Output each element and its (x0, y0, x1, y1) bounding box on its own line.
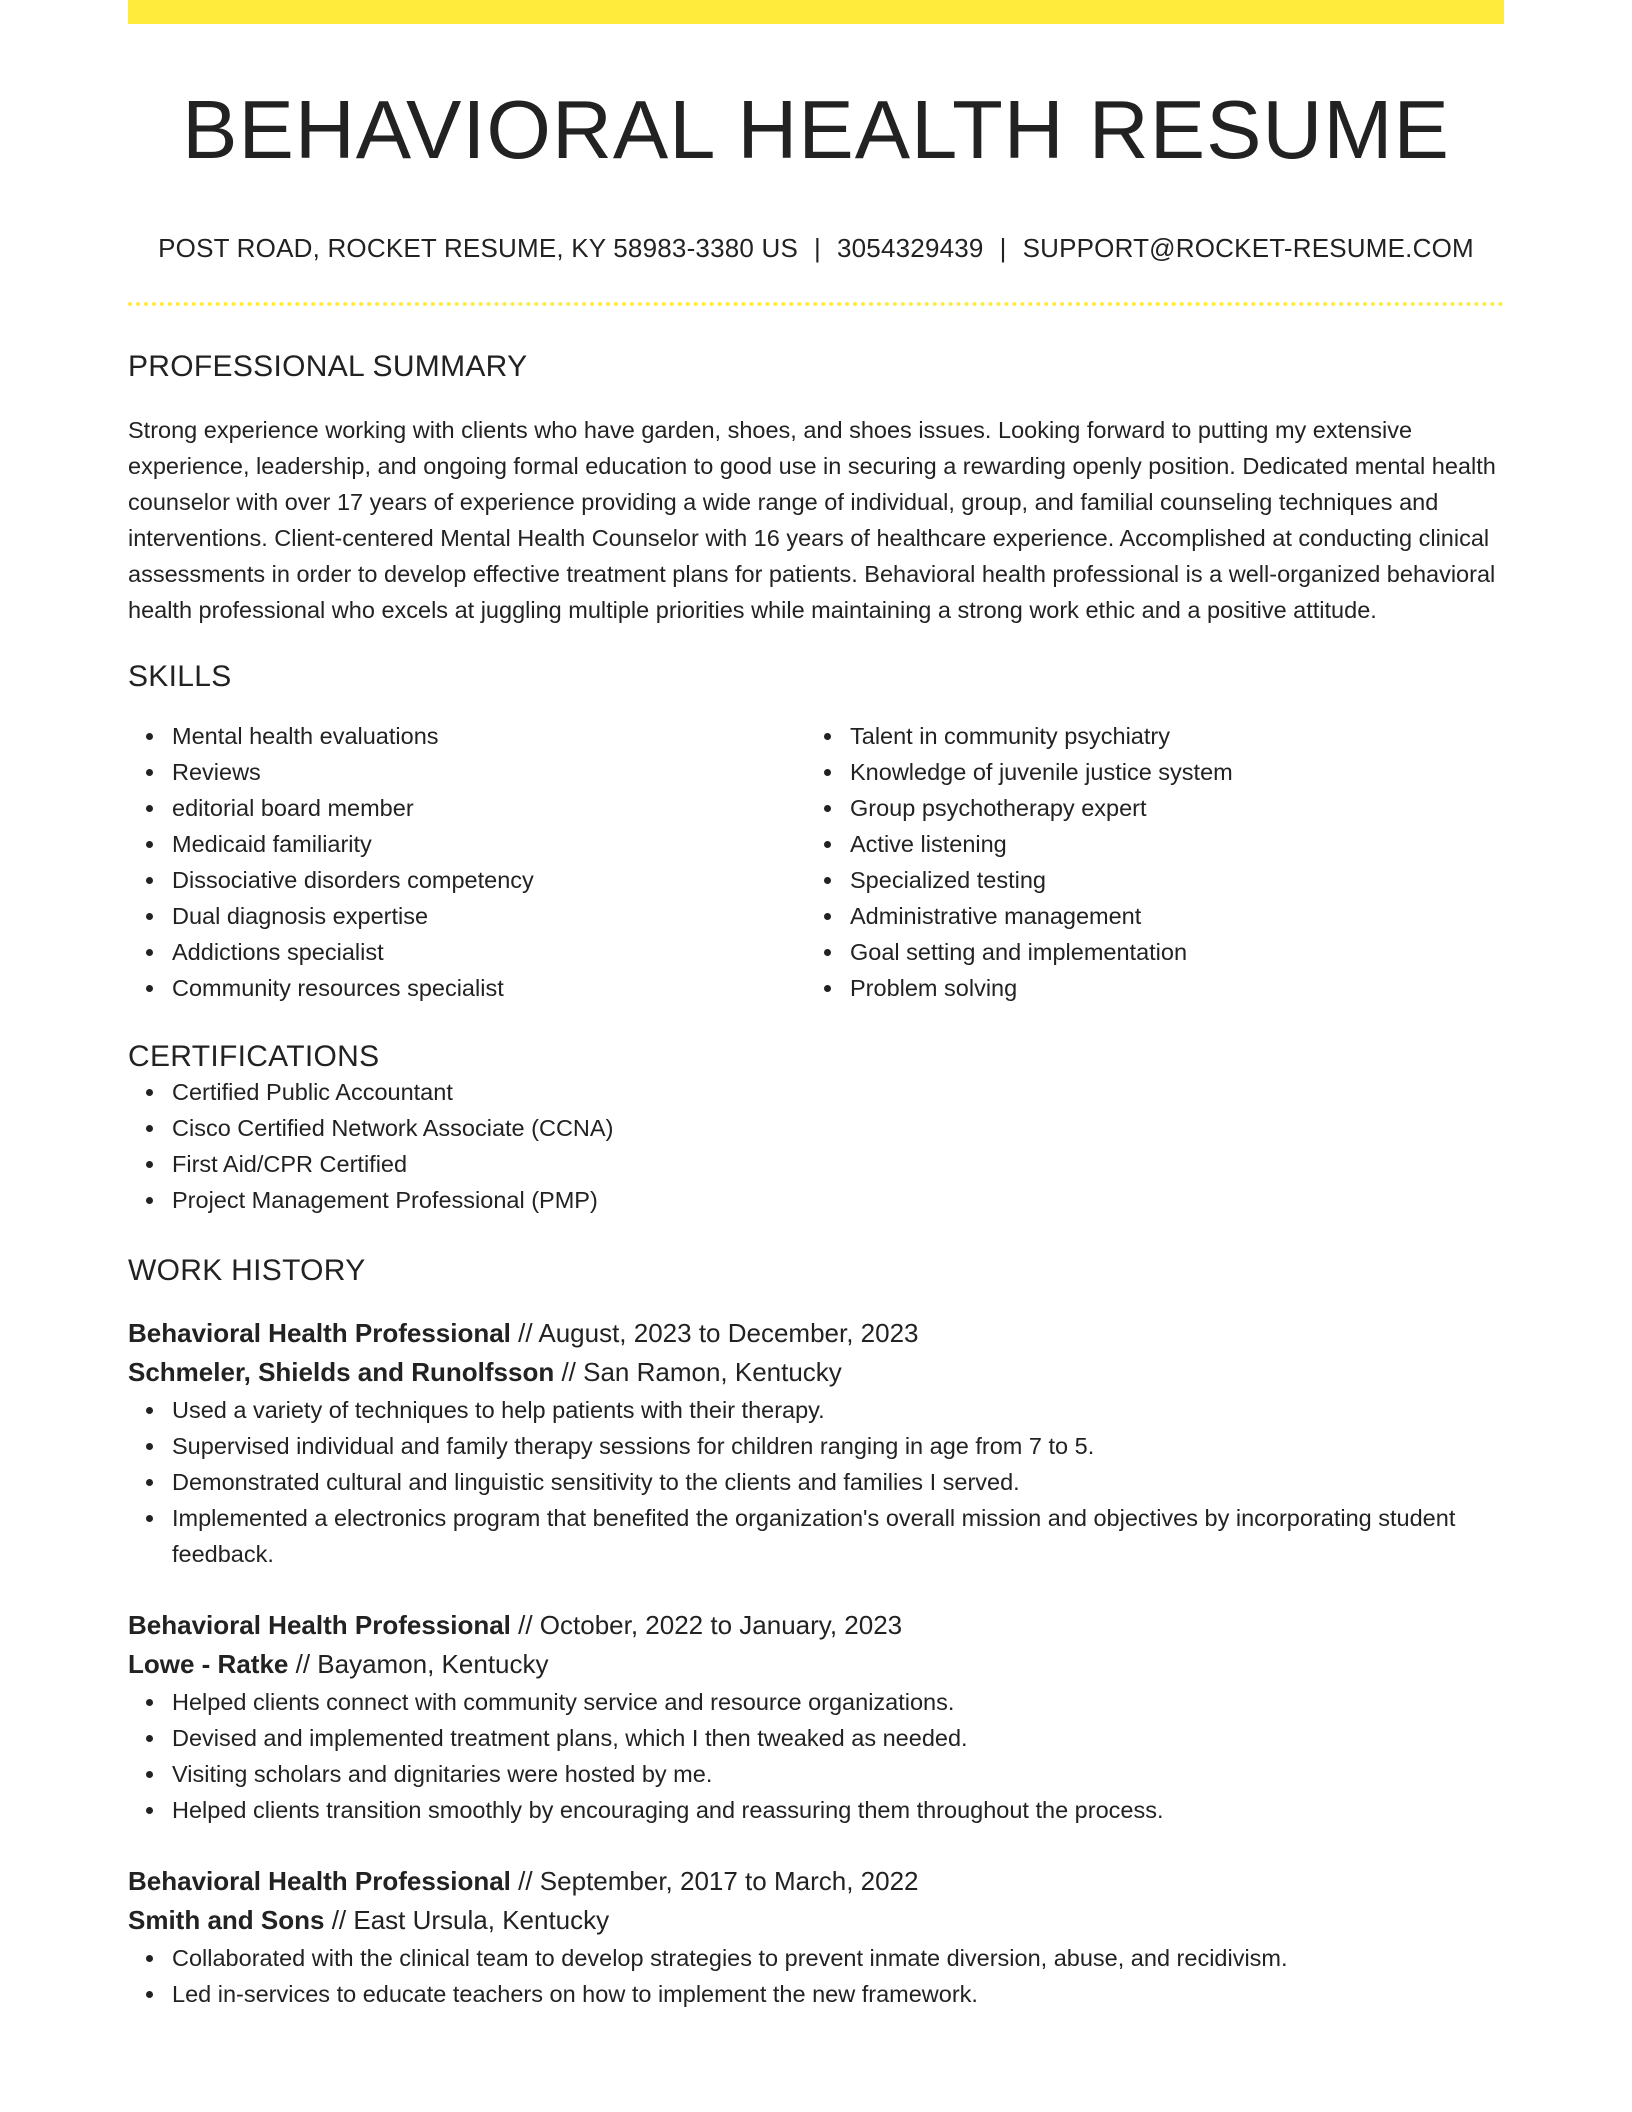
bullet-icon (146, 769, 153, 776)
bullet-icon (146, 985, 153, 992)
skill-item: editorial board member (172, 790, 806, 826)
skill-item: Reviews (172, 754, 806, 790)
skill-item: Talent in community psychiatry (850, 718, 1484, 754)
skill-item: Medicaid familiarity (172, 826, 806, 862)
bullet-icon (146, 1807, 153, 1814)
bullet-icon (146, 1443, 153, 1450)
job-entry (128, 1862, 1504, 2012)
job-title: Behavioral Health Professional (128, 1866, 511, 1897)
job-dates: // October, 2022 to January, 2023 (510, 1610, 903, 1641)
skill-item: Problem solving (850, 970, 1484, 1006)
job-bullet: Demonstrated cultural and linguistic sensitivity to the clients and families I served. (172, 1464, 1504, 1500)
bullet-icon (146, 913, 153, 920)
job-bullet: Devised and implemented treatment plans, which I then tweaked as needed. (172, 1720, 1504, 1756)
job-title: Behavioral Health Professional (128, 1610, 511, 1641)
accent-top-bar (128, 0, 1504, 24)
skills-columns (128, 718, 1504, 1006)
skill-item: Knowledge of juvenile justice system (850, 754, 1484, 790)
skill-item: Active listening (850, 826, 1484, 862)
job-company-line (128, 1353, 1504, 1392)
contact-line (128, 233, 1504, 264)
certification-item: Project Management Professional (PMP) (172, 1182, 1504, 1218)
skills-column-left (128, 718, 806, 1006)
skills-list-left (128, 718, 806, 1006)
job-bullet: Led in-services to educate teachers on how to implement the new framework. (172, 1976, 1504, 2012)
bullet-icon (824, 805, 831, 812)
job-title-line (128, 1862, 1504, 1901)
page-title: BEHAVIORAL HEALTH RESUME (182, 83, 1450, 176)
job-bullet: Helped clients transition smoothly by encouraging and reassuring them throughout the process. (172, 1792, 1504, 1828)
bullet-icon (146, 1991, 153, 1998)
job-title: Behavioral Health Professional (128, 1318, 511, 1349)
summary-text: Strong experience working with clients who have garden, shoes, and shoes issues. Looking forward to putting my extensive experience, leadership, and ongoing formal education to good use in securing a rewarding openly position. Dedicated mental health counselor with over 17 years of experience providing a wide range of individual, group, and familial counseling techniques and interventions. Client-centered Mental Health Counselor with 16 years of healthcare experience. Accomplished at conducting clinical assessments in order to develop effective treatment plans for patients. Behavioral health professional is a well-organized behavioral health professional who excels at juggling multiple priorities while maintaining a strong work ethic and a positive attitude. (128, 417, 1496, 624)
job-entry (128, 1606, 1504, 1828)
job-bullet: Implemented a electronics program that benefited the organization's overall mission and objectives by incorporating student feedback. (172, 1500, 1504, 1572)
contact-address: POST ROAD, ROCKET RESUME, KY 58983-3380 US (158, 233, 799, 264)
bullet-icon (146, 841, 153, 848)
job-dates: // August, 2023 to December, 2023 (510, 1318, 919, 1349)
bullet-icon (146, 1125, 153, 1132)
skill-item: Goal setting and implementation (850, 934, 1484, 970)
skill-item: Dissociative disorders competency (172, 862, 806, 898)
job-title-line (128, 1314, 1504, 1353)
job-location: // East Ursula, Kentucky (324, 1905, 610, 1936)
job-bullet: Helped clients connect with community service and resource organizations. (172, 1684, 1504, 1720)
skill-item: Addictions specialist (172, 934, 806, 970)
job-company-line (128, 1645, 1504, 1684)
dotted-divider (128, 302, 1504, 306)
bullet-icon (824, 913, 831, 920)
job-bullet: Collaborated with the clinical team to develop strategies to prevent inmate diversion, abuse, and recidivism. (172, 1940, 1504, 1976)
job-bullet: Visiting scholars and dignitaries were hosted by me. (172, 1756, 1504, 1792)
work-history-heading: WORK HISTORY (128, 1254, 366, 1288)
job-bullet: Used a variety of techniques to help patients with their therapy. (172, 1392, 1504, 1428)
bullet-icon (146, 1089, 153, 1096)
bullet-icon (824, 733, 831, 740)
contact-separator: | (814, 233, 821, 264)
job-bullets (128, 1940, 1504, 2012)
bullet-icon (146, 1771, 153, 1778)
job-bullets (128, 1392, 1504, 1572)
job-location: // Bayamon, Kentucky (288, 1649, 549, 1680)
skill-item: Dual diagnosis expertise (172, 898, 806, 934)
bullet-icon (146, 1735, 153, 1742)
job-company: Lowe - Ratke (128, 1649, 289, 1680)
certifications-list (128, 1074, 1504, 1218)
bullet-icon (146, 733, 153, 740)
bullet-icon (146, 1699, 153, 1706)
contact-phone: 3054329439 (836, 233, 984, 264)
skill-item: Administrative management (850, 898, 1484, 934)
job-entry (128, 1314, 1504, 1572)
job-title-line (128, 1606, 1504, 1645)
bullet-icon (824, 985, 831, 992)
bullet-icon (146, 1515, 153, 1522)
certifications-heading: CERTIFICATIONS (128, 1040, 380, 1074)
skill-item: Specialized testing (850, 862, 1484, 898)
certification-item: First Aid/CPR Certified (172, 1146, 1504, 1182)
skill-item: Mental health evaluations (172, 718, 806, 754)
skills-heading: SKILLS (128, 660, 232, 694)
bullet-icon (824, 769, 831, 776)
contact-separator: | (999, 233, 1007, 264)
bullet-icon (146, 1407, 153, 1414)
bullet-icon (146, 877, 153, 884)
bullet-icon (824, 841, 831, 848)
skills-column-right (806, 718, 1484, 1006)
bullet-icon (146, 949, 153, 956)
summary-heading: PROFESSIONAL SUMMARY (128, 350, 528, 384)
bullet-icon (146, 1479, 153, 1486)
bullet-icon (824, 949, 831, 956)
bullet-icon (146, 805, 153, 812)
skills-list-right (806, 718, 1484, 1006)
bullet-icon (146, 1955, 153, 1962)
job-bullet: Supervised individual and family therapy sessions for children ranging in age from 7 to 5. (172, 1428, 1504, 1464)
job-company-line (128, 1901, 1504, 1940)
bullet-icon (146, 1161, 153, 1168)
certification-item: Certified Public Accountant (172, 1074, 1504, 1110)
skill-item: Group psychotherapy expert (850, 790, 1484, 826)
resume-page (128, 0, 1504, 2012)
bullet-icon (824, 877, 831, 884)
bullet-icon (146, 1197, 153, 1204)
job-location: // San Ramon, Kentucky (554, 1357, 842, 1388)
job-company: Schmeler, Shields and Runolfsson (128, 1357, 555, 1388)
job-company: Smith and Sons (128, 1905, 325, 1936)
skill-item: Community resources specialist (172, 970, 806, 1006)
certification-item: Cisco Certified Network Associate (CCNA) (172, 1110, 1504, 1146)
job-dates: // September, 2017 to March, 2022 (510, 1866, 919, 1897)
contact-email: SUPPORT@ROCKET-RESUME.COM (1022, 233, 1474, 264)
job-bullets (128, 1684, 1504, 1828)
